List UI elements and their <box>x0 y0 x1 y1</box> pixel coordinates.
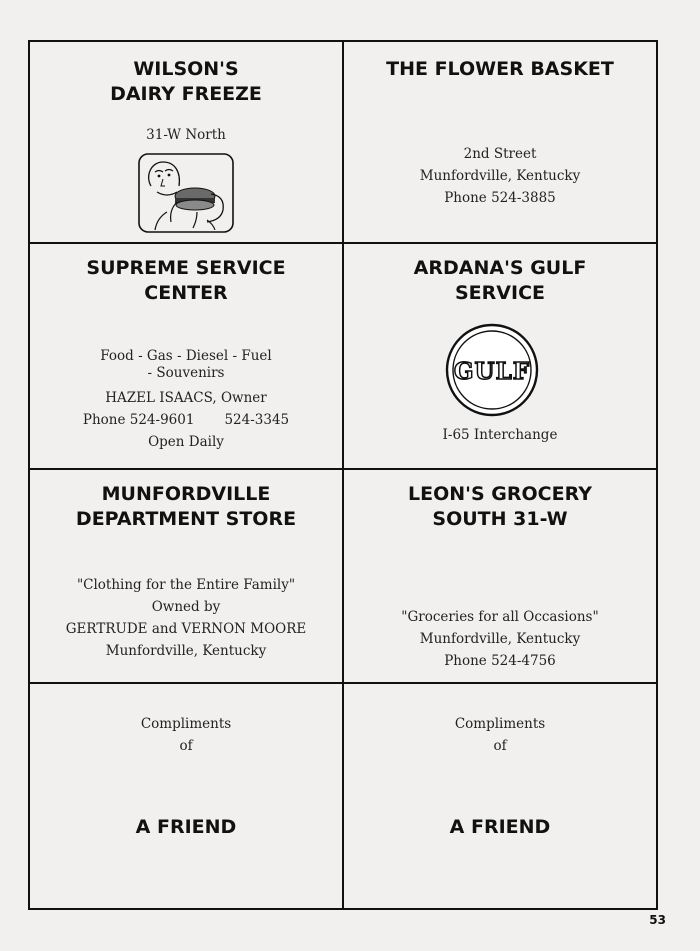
ad-title: SERVICE <box>455 282 545 304</box>
ad-title: SUPREME SERVICE <box>86 257 286 279</box>
ad-city: Munfordville, Kentucky <box>419 631 581 647</box>
ad-flower-basket <box>344 42 656 242</box>
ad-location: I-65 Interchange <box>442 427 558 443</box>
ad-of: of <box>493 738 507 754</box>
ad-address: 2nd Street <box>463 146 537 162</box>
ad-leons-grocery <box>344 470 656 682</box>
ad-title: SOUTH 31-W <box>432 508 568 530</box>
ad-phone: Phone 524-9601 <box>82 412 195 428</box>
gulf-logo-icon <box>444 322 540 418</box>
ad-supreme-service-center <box>30 244 342 468</box>
ad-title: MUNFORDVILLE <box>101 483 271 505</box>
ad-of: of <box>179 738 193 754</box>
ad-city: Munfordville, Kentucky <box>419 168 581 184</box>
ad-slogan: "Groceries for all Occasions" <box>401 609 599 625</box>
ad-hours: Open Daily <box>148 434 224 450</box>
ad-address: 31-W North <box>146 127 226 143</box>
ad-title: WILSON'S <box>133 58 239 80</box>
ad-phone: 524-3345 <box>224 412 290 428</box>
ad-wilsons-dairy-freeze <box>30 42 342 242</box>
ad-city: Munfordville, Kentucky <box>105 643 267 659</box>
ad-title: DEPARTMENT STORE <box>75 508 297 530</box>
ad-title: ARDANA'S GULF <box>413 257 587 279</box>
hamburger-eater-icon <box>137 152 235 234</box>
ad-owned-by: Owned by <box>151 599 221 615</box>
ad-a-friend-left <box>30 684 342 908</box>
ad-owners: GERTRUDE and VERNON MOORE <box>65 621 307 637</box>
ad-title: LEON'S GROCERY <box>408 483 592 505</box>
ad-title: THE FLOWER BASKET <box>386 58 614 80</box>
ad-services: - Souvenirs <box>147 365 225 381</box>
ad-owner: HAZEL ISAACS, Owner <box>105 390 267 406</box>
ad-title: A FRIEND <box>449 816 551 838</box>
page-number: 53 <box>649 913 666 927</box>
ad-phone-row <box>30 409 342 431</box>
ad-munfordville-department-store <box>30 470 342 682</box>
ad-ardanas-gulf-service <box>344 244 656 468</box>
ad-compliments: Compliments <box>454 716 546 732</box>
ad-phone: Phone 524-4756 <box>444 653 556 669</box>
gulf-logo-text: GULF <box>453 358 531 385</box>
ad-a-friend-right <box>344 684 656 908</box>
ad-compliments: Compliments <box>140 716 232 732</box>
ad-services: Food - Gas - Diesel - Fuel <box>100 348 272 364</box>
ad-title: DAIRY FREEZE <box>110 83 262 105</box>
ad-title: A FRIEND <box>135 816 237 838</box>
ad-slogan: "Clothing for the Entire Family" <box>76 577 296 593</box>
ad-title: CENTER <box>144 282 228 304</box>
ad-phone: Phone 524-3885 <box>444 190 556 206</box>
